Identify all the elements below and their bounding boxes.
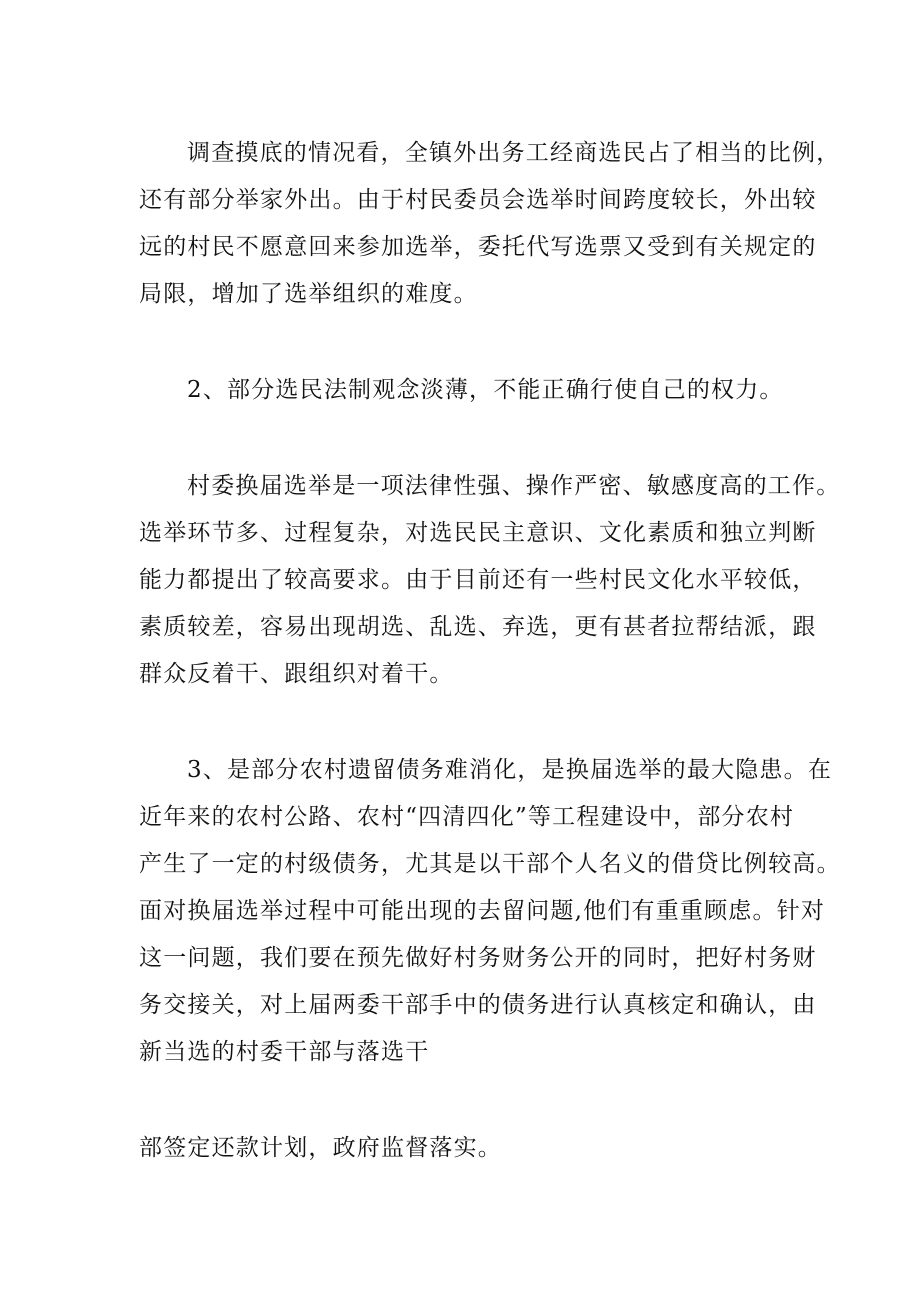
paragraph-1-line-3: 远的村民不愿意回来参加选举，委托代写选票又受到有关规定的 bbox=[139, 234, 817, 260]
paragraph-4-line-4: 面对换届选举过程中可能出现的去留问题,他们有重重顾虑。针对 bbox=[139, 898, 826, 924]
section-heading-2: 2、部分选民法制观念淡薄，不能正确行使自己的权力。 bbox=[187, 377, 784, 403]
paragraph-4-line-6: 务交接关，对上届两委干部手中的债务进行认真核定和确认，由 bbox=[139, 992, 817, 1018]
paragraph-4-line-1: 3、是部分农村遗留债务难消化，是换届选举的最大隐患。在 bbox=[187, 757, 833, 783]
paragraph-1-line-2: 还有部分举家外出。由于村民委员会选举时间跨度较长，外出较 bbox=[139, 187, 817, 213]
paragraph-4-line-7: 新当选的村委干部与落选干 bbox=[139, 1039, 430, 1065]
paragraph-3-line-3: 能力都提出了较高要求。由于目前还有一些村民文化水平较低， bbox=[139, 567, 817, 593]
paragraph-4-line-2: 近年来的农村公路、农村“四清四化”等工程建设中，部分农村 bbox=[139, 804, 795, 830]
paragraph-5-line-1: 部签定还款计划，政府监督落实。 bbox=[139, 1135, 502, 1161]
paragraph-1-line-4: 局限，增加了选举组织的难度。 bbox=[139, 281, 478, 307]
paragraph-3-line-5: 群众反着干、跟组织对着干。 bbox=[139, 661, 454, 687]
paragraph-3-line-4: 素质较差，容易出现胡选、乱选、弃选，更有甚者拉帮结派，跟 bbox=[139, 614, 817, 640]
paragraph-3-line-2: 选举环节多、过程复杂，对选民民主意识、文化素质和独立判断 bbox=[139, 520, 817, 546]
paragraph-4-line-3: 产生了一定的村级债务，尤其是以干部个人名义的借贷比例较高。 bbox=[139, 851, 841, 877]
paragraph-3-line-1: 村委换届选举是一项法律性强、操作严密、敏感度高的工作。 bbox=[187, 473, 841, 499]
paragraph-4-line-5: 这一问题，我们要在预先做好村务财务公开的同时，把好村务财 bbox=[139, 945, 817, 971]
paragraph-1-line-1: 调查摸底的情况看，全镇外出务工经商选民占了相当的比例， bbox=[187, 140, 841, 166]
